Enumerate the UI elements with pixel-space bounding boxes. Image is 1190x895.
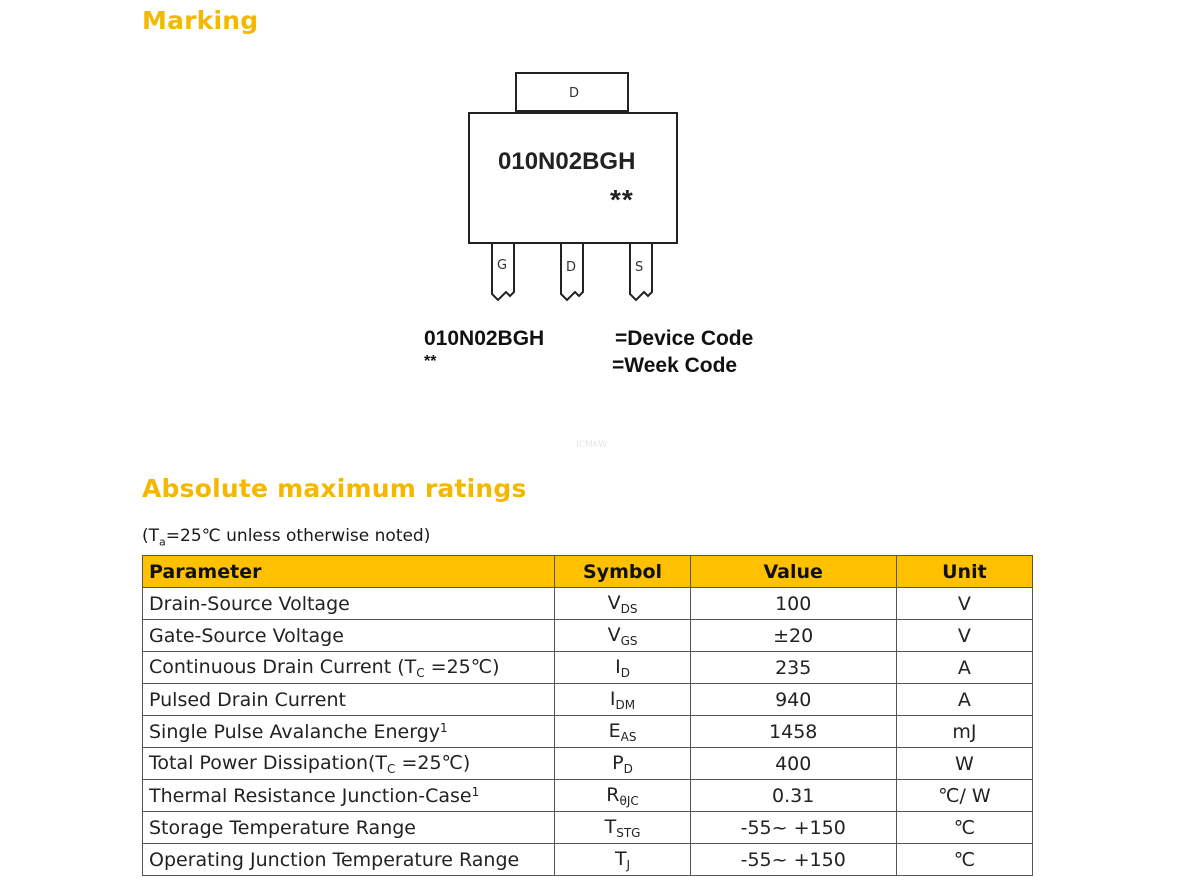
table-row: [143, 812, 1033, 844]
cell-unit: ℃/ W: [896, 780, 1032, 812]
cell-value: 235: [690, 652, 896, 684]
package-body: [468, 112, 678, 244]
cell-parameter: Thermal Resistance Junction-Case$^1$: [143, 780, 555, 812]
table-row: [143, 652, 1033, 684]
cell-value: -55~ +150: [690, 812, 896, 844]
cell-value: -55~ +150: [690, 844, 896, 876]
table-row: [143, 780, 1033, 812]
cell-parameter: Continuous Drain Current ($T_C$ =25℃): [143, 652, 555, 684]
pin-label-d: D: [566, 260, 577, 275]
cell-parameter: Storage Temperature Range: [143, 812, 555, 844]
marking-heading: Marking: [142, 6, 259, 35]
header-value: Value: [690, 556, 896, 588]
pin-label-s: S: [635, 260, 644, 275]
legend-week-code-key: **: [424, 353, 437, 370]
cell-symbol: $V_{DS}$: [555, 588, 690, 620]
cell-symbol: $I_D$: [555, 652, 690, 684]
cell-unit: W: [896, 748, 1032, 780]
cell-value: 0.31: [690, 780, 896, 812]
cell-symbol: $E_{AS}$: [555, 716, 690, 748]
test-conditions-note: ($T_a=25℃$ unless otherwise noted): [142, 526, 431, 549]
cell-unit: ℃: [896, 844, 1032, 876]
pin-label-g: G: [497, 258, 508, 273]
cell-parameter: Operating Junction Temperature Range: [143, 844, 555, 876]
cell-value: 100: [690, 588, 896, 620]
watermark: ICMKW: [576, 440, 608, 450]
header-unit: Unit: [896, 556, 1032, 588]
cell-parameter: Pulsed Drain Current: [143, 684, 555, 716]
table-row: [143, 620, 1033, 652]
legend-device-code-desc: =Device Code: [615, 327, 754, 350]
cell-parameter: Drain-Source Voltage: [143, 588, 555, 620]
cell-unit: A: [896, 684, 1032, 716]
tab-pin-label: D: [569, 86, 580, 101]
cell-symbol: $T_J$: [555, 844, 690, 876]
cell-symbol: $I_{DM}$: [555, 684, 690, 716]
cell-unit: V: [896, 620, 1032, 652]
table-row: [143, 588, 1033, 620]
package-pins: [410, 244, 710, 314]
cell-symbol: $V_{GS}$: [555, 620, 690, 652]
legend-device-code-key: 010N02BGH: [424, 327, 545, 350]
cell-symbol: $P_D$: [555, 748, 690, 780]
cell-parameter: Total Power $Dissipation(T_C$ =25℃): [143, 748, 555, 780]
cell-value: ±20: [690, 620, 896, 652]
header-parameter: Parameter: [143, 556, 555, 588]
cell-value: 400: [690, 748, 896, 780]
cell-value: 940: [690, 684, 896, 716]
table-row: [143, 684, 1033, 716]
cell-unit: A: [896, 652, 1032, 684]
absolute-max-ratings-table: [142, 555, 1033, 876]
body-week-code: **: [610, 184, 634, 215]
cell-unit: V: [896, 588, 1032, 620]
cell-parameter: Gate-Source Voltage: [143, 620, 555, 652]
package-tab: [515, 72, 629, 112]
legend-week-code-desc: =Week Code: [612, 354, 738, 377]
cell-symbol: $T_{STG}$: [555, 812, 690, 844]
cell-unit: ℃: [896, 812, 1032, 844]
cell-parameter: Single Pulse Avalanche Energy$^1$: [143, 716, 555, 748]
header-symbol: Symbol: [555, 556, 690, 588]
cell-unit: mJ: [896, 716, 1032, 748]
table-row: [143, 716, 1033, 748]
cell-value: 1458: [690, 716, 896, 748]
table-header-row: [143, 556, 1033, 588]
ratings-heading: Absolute maximum ratings: [142, 474, 527, 503]
table-row: [143, 748, 1033, 780]
body-device-code: 010N02BGH: [498, 148, 636, 175]
table-row: [143, 844, 1033, 876]
cell-symbol: $R_{\theta JC}$: [555, 780, 690, 812]
